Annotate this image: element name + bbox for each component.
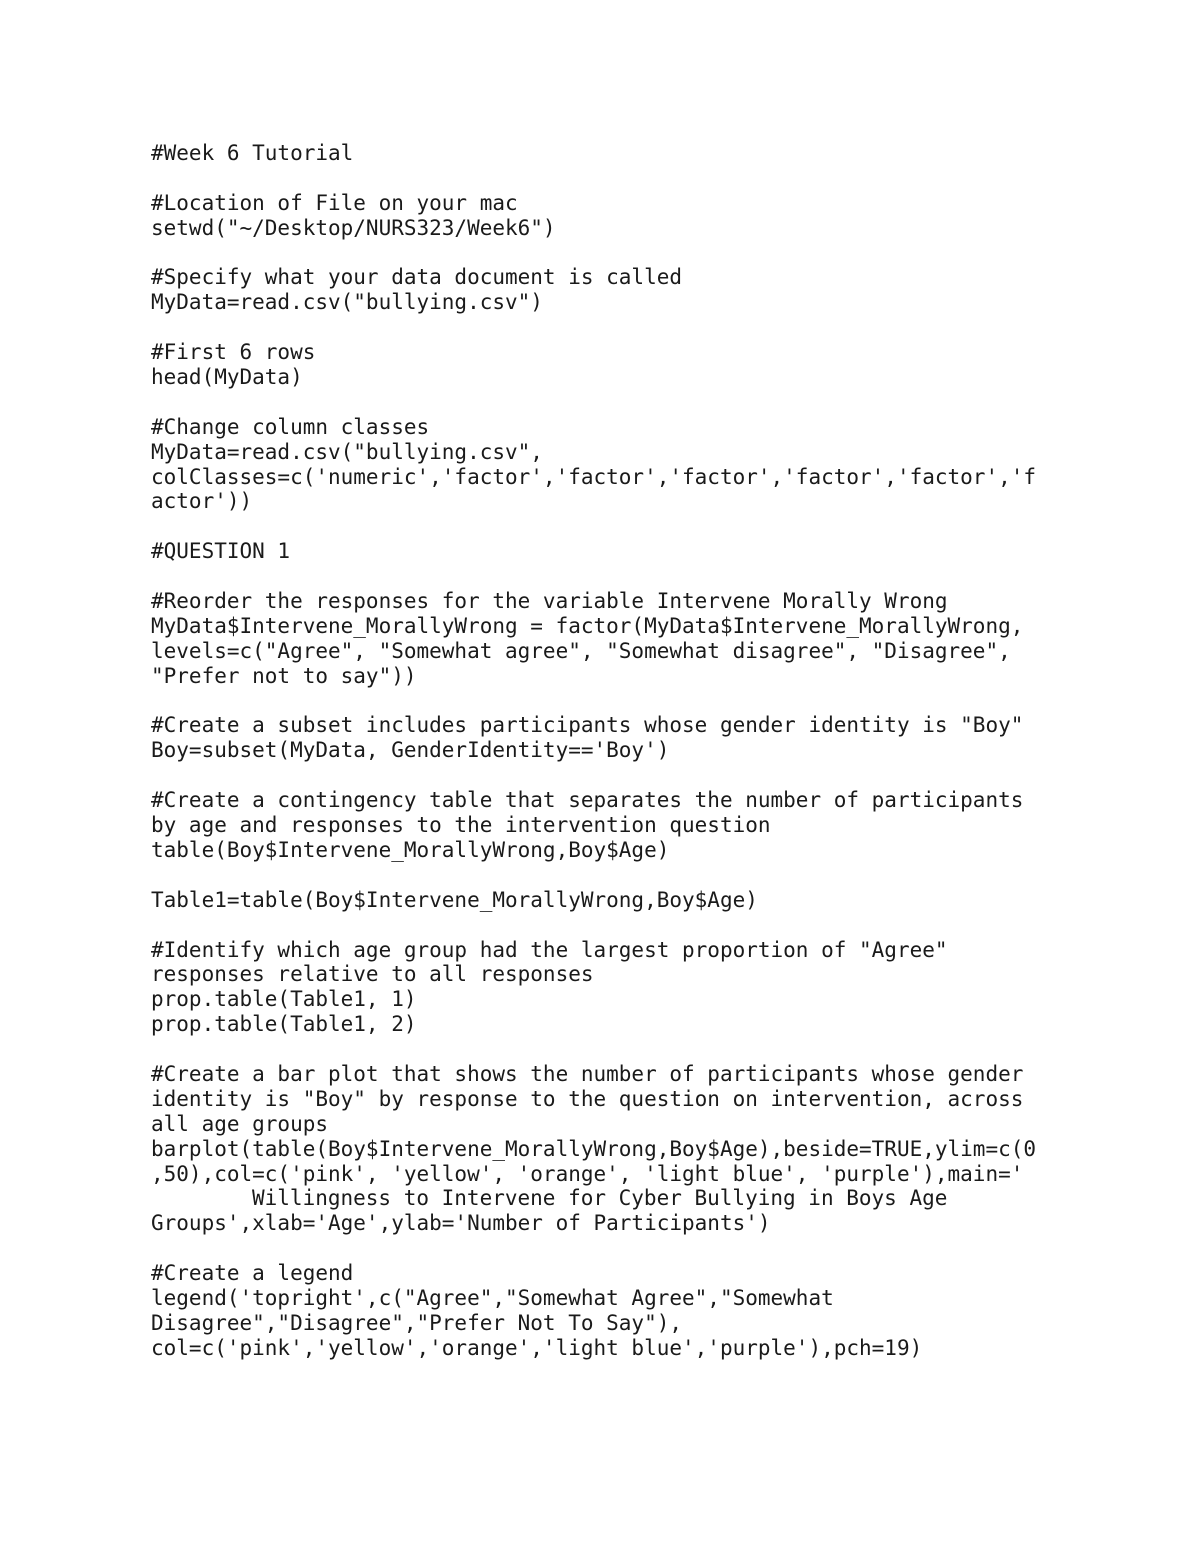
- code-line: "Prefer not to say")): [151, 663, 417, 688]
- code-line: Boy=subset(MyData, GenderIdentity=='Boy'): [151, 738, 670, 763]
- code-line: actor')): [151, 489, 253, 514]
- code-line: Table1=table(Boy$Intervene_MorallyWrong,Boy$Age): [151, 887, 758, 912]
- code-listing: [151, 141, 1051, 1361]
- code-line: prop.table(Table1, 1): [151, 987, 417, 1012]
- code-line: Disagree","Disagree","Prefer Not To Say"),: [151, 1310, 683, 1335]
- code-line: table(Boy$Intervene_MorallyWrong,Boy$Age): [151, 837, 670, 862]
- comment-line: #Specify what your data document is called: [151, 265, 683, 290]
- comment-line: #Reorder the responses for the variable Intervene Morally Wrong: [151, 589, 948, 614]
- blank-line: [151, 763, 1051, 788]
- comment-line: identity is "Boy" by response to the question on intervention, across: [151, 1086, 1024, 1111]
- code-line: MyData$Intervene_MorallyWrong = factor(MyData$Intervene_MorallyWrong,: [151, 613, 1024, 638]
- comment-line: #Create a contingency table that separates the number of participants: [151, 788, 1024, 813]
- code-line: colClasses=c('numeric','factor','factor','factor','factor','factor','f: [151, 464, 1037, 489]
- blank-line: [151, 863, 1051, 888]
- comment-line: #Location of File on your mac: [151, 190, 518, 215]
- blank-line: [151, 564, 1051, 589]
- code-line: Willingness to Intervene for Cyber Bullying in Boys Age: [252, 1186, 948, 1211]
- comment-line: #Week 6 Tutorial: [151, 141, 354, 165]
- comment-line: #Identify which age group had the largest proportion of "Agree": [151, 937, 948, 962]
- code-line: prop.table(Table1, 2): [151, 1012, 417, 1037]
- blank-line: [151, 514, 1051, 539]
- comment-line: all age groups: [151, 1111, 329, 1136]
- comment-line: responses relative to all responses: [151, 962, 594, 987]
- code-line: MyData=read.csv("bullying.csv"): [151, 290, 543, 315]
- code-line: setwd("~/Desktop/NURS323/Week6"): [151, 215, 556, 240]
- blank-line: [151, 166, 1051, 191]
- code-line: head(MyData): [151, 365, 303, 390]
- comment-line: #Create a subset includes participants whose gender identity is "Boy": [151, 713, 1024, 738]
- code-line: Groups',xlab='Age',ylab='Number of Participants'): [151, 1211, 771, 1236]
- blank-line: [151, 913, 1051, 938]
- blank-line: [151, 689, 1051, 714]
- code-line: MyData=read.csv("bullying.csv",: [151, 439, 543, 464]
- code-line: ,50),col=c('pink', 'yellow', 'orange', 'light blue', 'purple'),main=': [151, 1161, 1024, 1186]
- comment-line: by age and responses to the intervention question: [151, 813, 771, 838]
- blank-line: [151, 1037, 1051, 1062]
- blank-line: [151, 390, 1051, 415]
- blank-line: [151, 1236, 1051, 1261]
- code-line: col=c('pink','yellow','orange','light blue','purple'),pch=19): [151, 1335, 923, 1360]
- code-line: barplot(table(Boy$Intervene_MorallyWrong,Boy$Age),beside=TRUE,ylim=c(0: [151, 1136, 1037, 1161]
- comment-line: #First 6 rows: [151, 340, 316, 365]
- comment-line: #Create a bar plot that shows the number of participants whose gender: [151, 1061, 1024, 1086]
- code-line: levels=c("Agree", "Somewhat agree", "Somewhat disagree", "Disagree",: [151, 638, 1011, 663]
- blank-line: [151, 315, 1051, 340]
- blank-line: [151, 241, 1051, 266]
- code-line: legend('topright',c("Agree","Somewhat Agree","Somewhat: [151, 1285, 834, 1310]
- comment-line: #QUESTION 1: [151, 539, 291, 564]
- comment-line: #Create a legend: [151, 1261, 354, 1286]
- comment-line: #Change column classes: [151, 414, 430, 439]
